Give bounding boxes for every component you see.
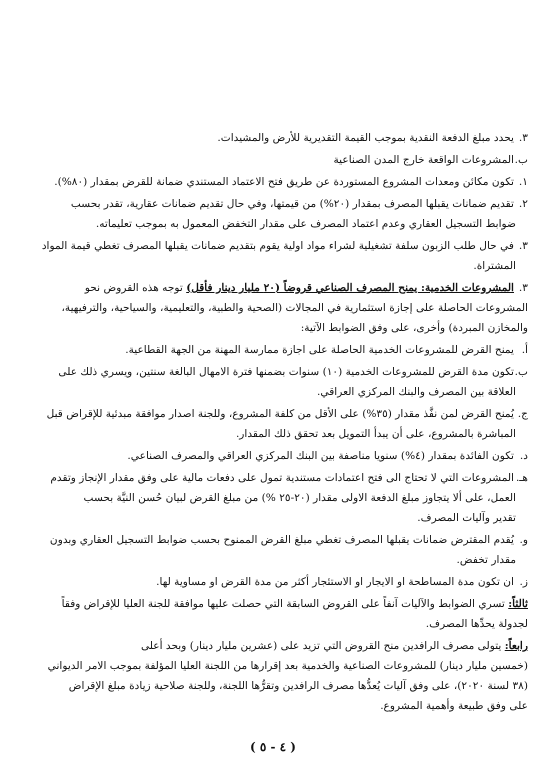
paragraph-line	[34, 236, 528, 256]
paragraph-line: العلاقة بين المصرف والبنك المركزي العراقي.	[317, 386, 516, 398]
paragraph-line	[34, 594, 528, 614]
paragraph-line	[34, 278, 528, 298]
paragraph	[34, 572, 528, 592]
item-number: ٣.	[518, 132, 528, 144]
paragraph-text: يُمنح القرض لمن نفَّذ مقدار (٣٥%) على الأقل من كلفة المشروع، وللجنة اصدار موافقة مبدئية للإقراض قبل	[46, 408, 514, 420]
paragraph-text: المشروعات التي لا تحتاج الى فتح اعتمادات مستندية تمول على دفعات مالية على وفق مقدار الإنجاز وتقدم	[50, 472, 514, 484]
paragraph-line: لجدولة يحدِّها المصرف.	[425, 618, 528, 630]
paragraph-line: مقدار تخفض.	[456, 554, 516, 566]
paragraph	[34, 594, 528, 634]
paragraph-line: (٣٨ لسنة ٢٠٢٠)، على وفق آليات يُعدُّها مصرف الرافدين وتقرُّها اللجنة، وللجنة صلاحية زيادة مبلغ الإقراض	[68, 680, 528, 692]
section-heading: رابعاً:	[504, 640, 528, 652]
paragraph-line	[34, 172, 528, 192]
paragraph-line: المباشرة بالمشروع، على أن يبدأ التمويل بعد تحقق ذلك المقدار.	[235, 428, 516, 440]
paragraph	[34, 530, 528, 570]
paragraph-text: يمنح القرض للمشروعات الخدمية الحاصلة على اجازة ممارسة المهنة من الجهة القطاعية.	[125, 344, 514, 356]
paragraph-line: المشتراة.	[473, 260, 516, 272]
paragraph	[34, 446, 528, 466]
paragraph	[34, 194, 528, 234]
item-number: د.	[519, 450, 528, 462]
paragraph-line	[34, 362, 528, 382]
item-number: ج.	[517, 408, 528, 420]
paragraph	[34, 278, 528, 338]
item-number: ٣.	[518, 240, 528, 252]
paragraph-text: ان تكون مدة المساطحة او الايجار او الاستئجار أكثر من مدة القرض او مساوية لها.	[156, 576, 514, 588]
paragraph-text: توجه هذه القروض نحو	[84, 282, 187, 294]
paragraph-line	[34, 636, 528, 656]
paragraph-line	[34, 194, 528, 214]
item-number: ز.	[519, 576, 528, 588]
paragraph-line: (خمسين مليار دينار) للمشروعات الصناعية والخدمية بعد إقرارها من اللجنة العليا المؤلفة بموجب الامر الديواني	[47, 660, 528, 672]
item-number: ب.	[514, 154, 528, 166]
paragraph-line	[34, 150, 528, 170]
paragraph-line: العمل، على ألا يتجاوز مبلغ الدفعة الاولى مقدار (٢٠-٢٥ %) من مبلغ القرض لبيان حُسن النيَّة بحسب	[83, 492, 516, 504]
paragraph-line	[34, 340, 528, 360]
paragraph	[34, 362, 528, 402]
item-number: ٣.	[518, 282, 528, 294]
paragraph-line: تقدير وآليات المصرف.	[417, 512, 516, 524]
paragraph	[34, 236, 528, 276]
item-number: أ.	[521, 344, 528, 356]
paragraph-text: تقديم ضمانات يقبلها المصرف بمقدار (٢٠%) من قيمتها، وفي حال تقديم ضمانات عقارية، تقدر بحسب	[70, 198, 514, 210]
paragraph-text: تسري الضوابط والآليات آنفاً على القروض السابقة التي حصلت عليها موافقة للجنة العليا للإقراض وفقاً	[61, 598, 509, 610]
paragraph-line: ضوابط التسجيل العقاري وعدم اعتماد المصرف على مقدار التخفض المعمول به بموجب تعليماته.	[95, 218, 516, 230]
paragraph-text: المشروعات الواقعة خارج المدن الصناعية	[333, 154, 514, 166]
paragraph-text: يتولى مصرف الرافدين منح القروض التي تزيد على (عشرين مليار دينار) وبحد أعلى	[140, 640, 505, 652]
paragraph-text: تكون مكائن ومعدات المشروع المستوردة عن طريق فتح الاعتماد المستندي ضمانة للقرض بمقدار (٨٠%).	[54, 176, 514, 188]
section-heading: ثالثاً:	[508, 598, 528, 610]
paragraph-line	[34, 572, 528, 592]
paragraph	[34, 340, 528, 360]
paragraph-text: في حال طلب الزبون سلفة تشغيلية لشراء مواد اولية يقوم بتقديم ضمانات يقبلها المصرف تغطي قيمة المواد	[41, 240, 514, 252]
paragraph-line: على وفق طبيعة وأهمية المشروع.	[380, 700, 528, 712]
paragraph	[34, 128, 528, 148]
item-number: ١.	[518, 176, 528, 188]
paragraph-line	[34, 468, 528, 488]
paragraph-line	[34, 446, 528, 466]
section-heading: المشروعات الخدمية: يمنح المصرف الصناعي قروضاً (٢٠ مليار دينار فأقل)	[186, 282, 514, 294]
paragraph	[34, 172, 528, 192]
paragraph	[34, 404, 528, 444]
paragraph-text: يحدد مبلغ الدفعة النقدية بموجب القيمة التقديرية للأرض والمشيدات.	[217, 132, 514, 144]
paragraph-line: والمخازن المبردة) وأخرى، على وفق الضوابط الآتية:	[300, 322, 528, 334]
paragraph	[34, 150, 528, 170]
item-number: و.	[519, 534, 528, 546]
paragraph-line: المشروعات الحاصلة على إجازة استثمارية في المجالات (الصحية والطبية، والتعليمية، والسياحية، والترفيهية،	[61, 302, 528, 314]
paragraph-line	[34, 404, 528, 424]
paragraph-line	[34, 530, 528, 550]
paragraph-text: تكون مدة القرض للمشروعات الخدمية (١٠) سنوات بضمنها فترة الامهال البالغة سنتين، ويسري ذلك على	[58, 366, 514, 378]
paragraph-text: تكون الفائدة بمقدار (٤%) سنويا مناصفة بين البنك المركزي العراقي والمصرف الصناعي.	[127, 450, 514, 462]
paragraph	[34, 636, 528, 716]
item-number: هـ.	[515, 472, 528, 484]
item-number: ب.	[514, 366, 528, 378]
paragraph-line	[34, 128, 528, 148]
page-number: ( ٤ - ٥ )	[250, 740, 296, 754]
paragraph	[34, 468, 528, 528]
paragraph-text: يُقدم المقترض ضمانات يقبلها المصرف تغطي مبلغ القرض الممنوح بحسب ضوابط التسجيل العقاري وبدون	[49, 534, 514, 546]
document-body	[34, 128, 528, 718]
item-number: ٢.	[518, 198, 528, 210]
